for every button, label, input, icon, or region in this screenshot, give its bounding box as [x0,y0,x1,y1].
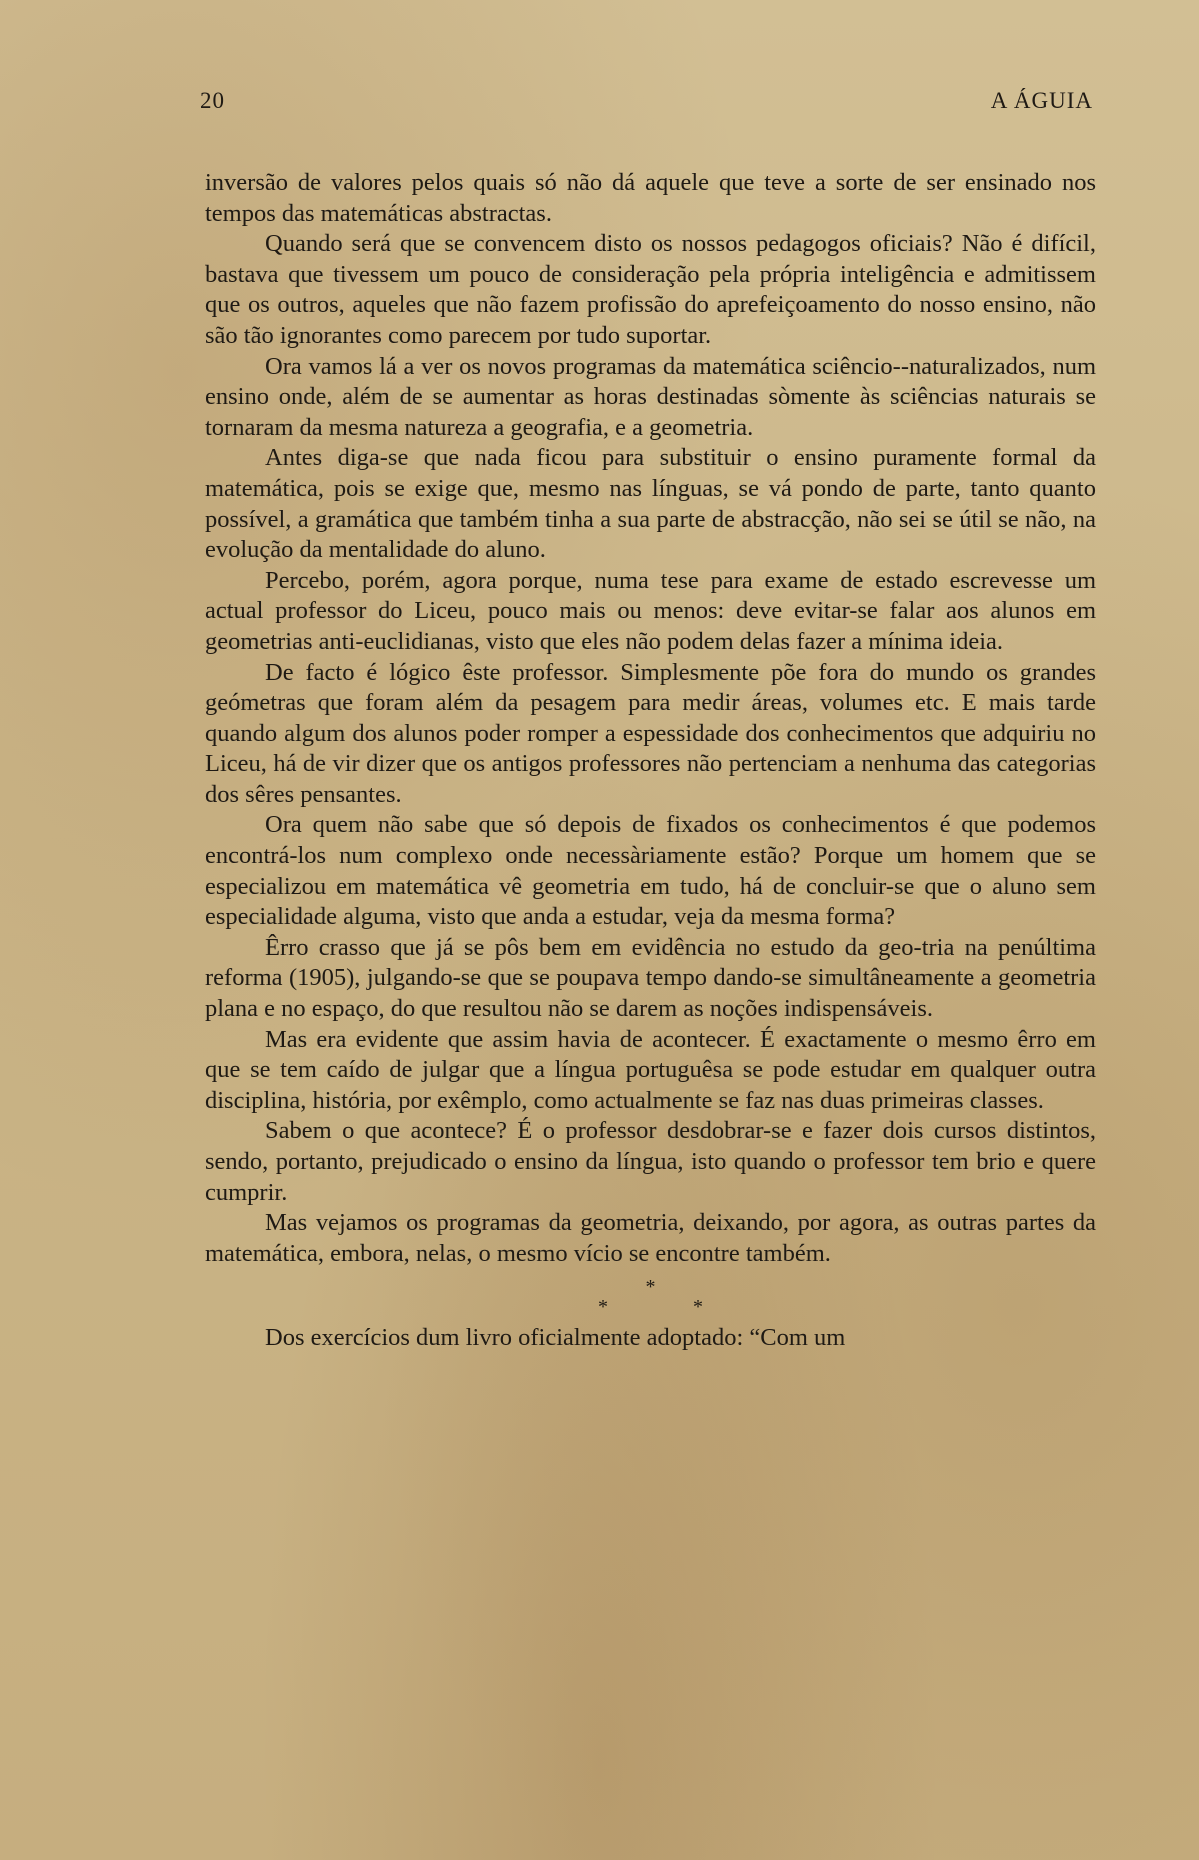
section-separator [205,1277,1096,1317]
paragraph: Quando será que se convencem disto os nossos pedagogos oficiais? Não é difícil, bastava que tivessem um pouco de consideração pela própria inteligência e admitissem que os outros, aqueles que não fazem profissão do aprefeiçoamento do nosso ensino, não são tão ignorantes como parecem por tudo suportar. [205,230,1096,349]
paragraph: De facto é lógico êste professor. Simplesmente põe fora do mundo os grandes geómetras que foram além da pesagem para medir áreas, volumes etc. E mais tarde quando algum dos alunos poder romper a espessidade dos conhecimentos que adquiriu no Liceu, há de vir dizer que os antigos professores não pertenciam a nenhuma das categorias dos sêres pensantes. [205,658,1096,808]
separator-stars-bottom: * * [598,1296,743,1319]
page-number: 20 [200,88,225,113]
page-header [200,88,1093,114]
separator-star-top: * [645,1276,656,1299]
paragraph: Sabem o que acontece? É o professor desdobrar-se e fazer dois cursos distintos, sendo, portanto, prejudicado o ensino da língua, isto quando o professor tem brio e quere cumprir. [205,1117,1096,1206]
paragraph: Ora quem não sabe que só depois de fixados os conhecimentos é que podemos encontrá-los num complexo onde necessàriamente estão? Porque um homem que se especializou em matemática vê geometria em tudo, há de concluir-se que o aluno sem especialidade alguma, visto que anda a estudar, veja da mesma forma? [205,811,1096,931]
paragraph: Mas vejamos os programas da geometria, deixando, por agora, as outras partes da matemática, embora, nelas, o mesmo vício se encontre também. [205,1209,1096,1267]
running-title: A ÁGUIA [990,88,1093,113]
paragraph: Antes diga-se que nada ficou para substituir o ensino puramente formal da matemática, pois se exige que, mesmo nas línguas, se vá pondo de parte, tanto quanto possível, a gramática que também tinha a sua parte de abstracção, não sei se útil se não, na evolução da mentalidade do aluno. [205,444,1096,564]
paragraph: Êrro crasso que já se pôs bem em evidência no estudo da geo-tria na penúltima reforma (1905), julgando-se que se poupava tempo dando-se simultâneamente a geometria plana e no espaço, do que resultou não se darem as noções indispensáveis. [205,933,1096,1023]
body-text [205,168,1096,1354]
paragraph: inversão de valores pelos quais só não dá aquele que teve a sorte de ser ensinado nos tempos das matemáticas abstractas. [205,169,1096,227]
paragraph: Ora vamos lá a ver os novos programas da matemática sciêncio--naturalizados, num ensino onde, além de se aumentar as horas destinadas sòmente às sciências naturais se tornaram da mesma natureza a geografia, e a geometria. [205,352,1096,441]
paragraph: Mas era evidente que assim havia de acontecer. É exactamente o mesmo êrro em que se tem caído de julgar que a língua portuguêsa se pode estudar em qualquer outra disciplina, história, por exêmplo, como actualmente se faz nas duas primeiras classes. [205,1025,1096,1114]
paragraph: Percebo, porém, agora porque, numa tese para exame de estado escrevesse um actual professor do Liceu, pouco mais ou menos: deve evitar-se falar aos alunos em geometrias anti-euclidianas, visto que eles não podem delas fazer a mínima ideia. [205,566,1096,655]
final-line: Dos exercícios dum livro oficialmente adoptado: “Com um [265,1324,846,1352]
